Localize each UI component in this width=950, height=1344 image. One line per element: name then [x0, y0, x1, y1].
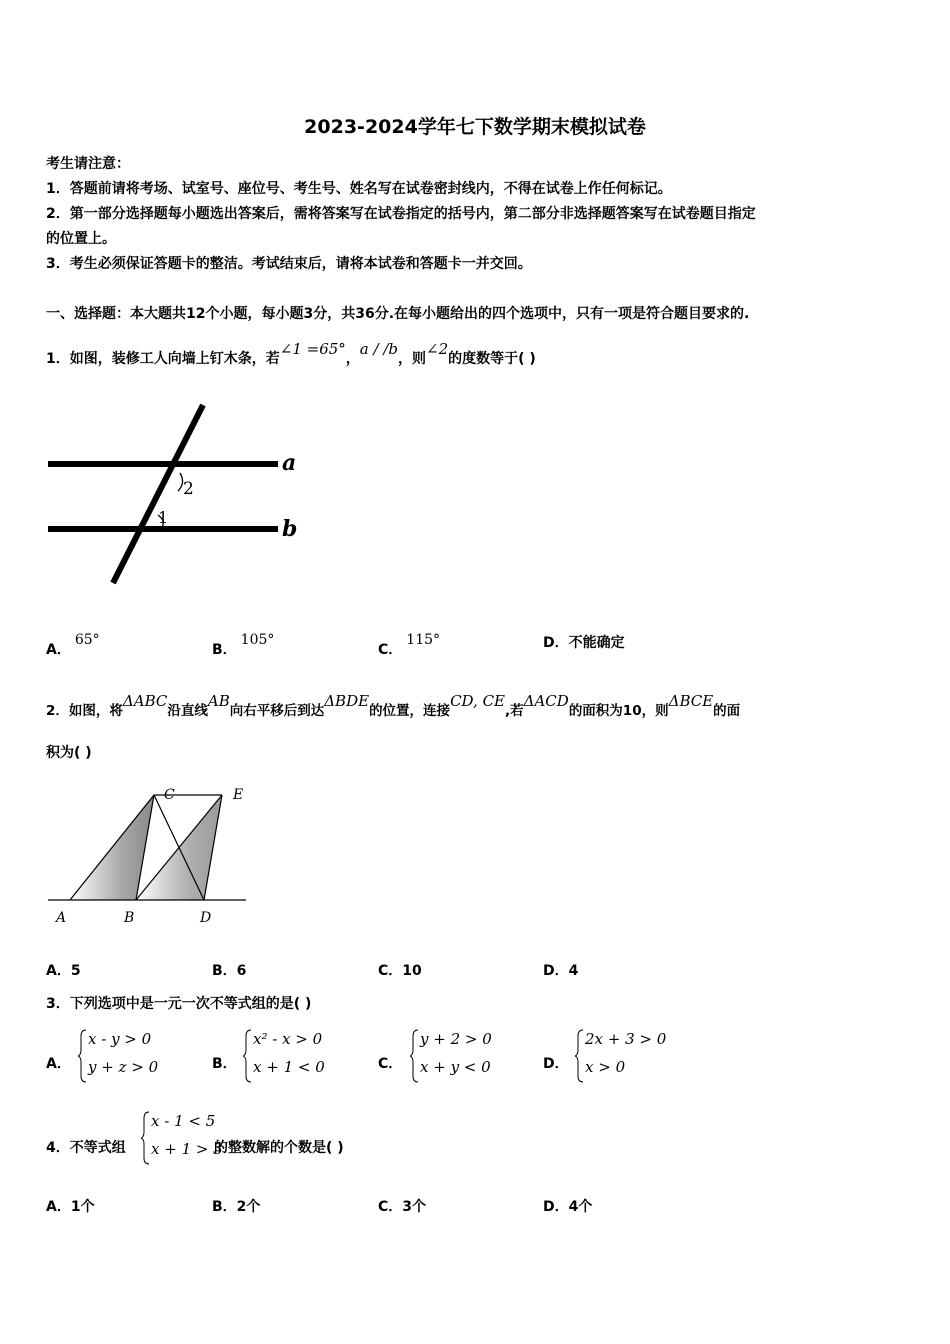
q4-option-b[interactable]: B．2个: [212, 1199, 261, 1215]
q3-option-d-label[interactable]: D．: [543, 1056, 569, 1072]
q3-option-a-system[interactable]: x - y > 0 y + z > 0: [78, 1028, 178, 1084]
point-label-b: B: [124, 910, 135, 926]
notice-heading: 考生请注意：: [46, 156, 130, 172]
question-4-stem-suffix: 的整数解的个数是( ): [214, 1140, 344, 1156]
section-heading: 一、选择题：本大题共12个小题，每小题3分，共36分.在每小题给出的四个选项中，只有一项是符合题目要求的.: [46, 306, 750, 322]
question-4-system: x - 1 < 5 x + 1 > 3: [141, 1110, 221, 1166]
notice-item: 2．第一部分选择题每小题选出答案后，需将答案写在试卷指定的括号内，第二部分非选择题答案写在试卷题目指定: [46, 206, 756, 222]
page-title: 2023-2024学年七下数学期末模拟试卷: [304, 116, 646, 138]
q3-option-a-label[interactable]: A．: [46, 1056, 71, 1072]
point-label-e: E: [233, 787, 244, 803]
question-3-stem: 3．下列选项中是一元一次不等式组的是( ): [46, 996, 312, 1012]
q1-option-d[interactable]: D．不能确定: [543, 635, 625, 651]
q1-option-b[interactable]: B．105°: [212, 632, 275, 658]
line-label-b: b: [282, 516, 298, 542]
notice-item: 1．答题前请将考场、试室号、座位号、考生号、姓名写在试卷密封线内，不得在试卷上作任何标记。: [46, 181, 672, 197]
question-1-stem: 1．如图，装修工人向墙上钉木条，若∠1 =65°，a / /b，则∠2的度数等于( ): [46, 340, 536, 367]
point-label-a: A: [56, 910, 67, 926]
q2-option-b[interactable]: B．6: [212, 963, 247, 979]
question-2-stem: 2．如图，将ΔABC沿直线AB向右平移后到达ΔBDE的位置，连接CD, CE,若ΔACD的面积为10，则ΔBCE的面: [46, 692, 741, 719]
brace-icon: [243, 1028, 253, 1084]
question-1-figure: [40, 395, 310, 595]
question-2-figure: [46, 780, 256, 930]
q4-option-a[interactable]: A．1个: [46, 1199, 95, 1215]
brace-icon: [78, 1028, 88, 1084]
question-2-stem-cont: 积为( ): [46, 745, 92, 761]
q2-option-d[interactable]: D．4: [543, 963, 579, 979]
q2-option-a[interactable]: A．5: [46, 963, 81, 979]
point-label-c: C: [164, 787, 175, 803]
q3-option-c-label[interactable]: C．: [378, 1056, 403, 1072]
point-label-d: D: [200, 910, 212, 926]
question-4-stem-prefix: 4．不等式组: [46, 1140, 126, 1156]
notice-item: 3．考生必须保证答题卡的整洁。考试结束后，请将本试卷和答题卡一并交回。: [46, 256, 532, 272]
notice-item: 的位置上。: [46, 231, 116, 247]
q4-option-d[interactable]: D．4个: [543, 1199, 593, 1215]
line-label-a: a: [282, 450, 297, 476]
brace-icon: [141, 1110, 151, 1166]
q1-option-a[interactable]: A．65°: [46, 632, 100, 658]
brace-icon: [410, 1028, 420, 1084]
q3-option-b-system[interactable]: x² - x > 0 x + 1 < 0: [243, 1028, 343, 1084]
brace-icon: [575, 1028, 585, 1084]
q4-option-c[interactable]: C．3个: [378, 1199, 427, 1215]
q3-option-c-system[interactable]: y + 2 > 0 x + y < 0: [410, 1028, 510, 1084]
angle-label-2: 2: [183, 479, 194, 499]
q3-option-b-label[interactable]: B．: [212, 1056, 237, 1072]
q3-option-d-system[interactable]: 2x + 3 > 0 x > 0: [575, 1028, 675, 1084]
q2-option-c[interactable]: C．10: [378, 963, 422, 979]
angle-label-1: 1: [158, 508, 169, 527]
q1-option-c[interactable]: C．115°: [378, 632, 441, 658]
